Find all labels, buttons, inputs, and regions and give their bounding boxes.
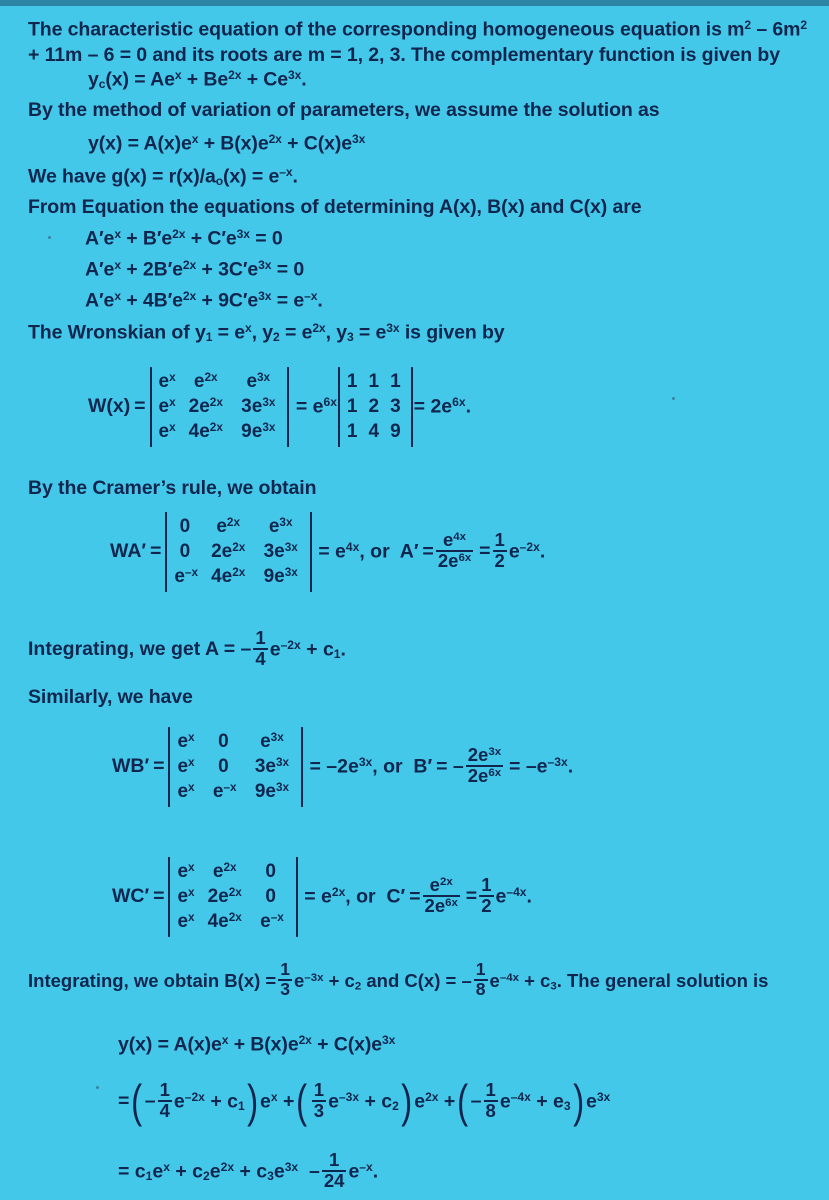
system-equation-1: $A'e^x + B'e^{2x} + C'e^{3x} = 0$ [85,227,283,250]
line2-term1-fraction [158,1081,172,1121]
line2-term3-outer: $e^{3x}$ [585,1090,611,1113]
assumed-solution-equation: $y(x) = A(x)e^x + B(x)e^{2x} + C(x)e^{3x}$ [88,132,366,155]
wb-prime-fraction [466,743,503,786]
fraction-numerator: 1 [313,1079,325,1100]
wb-prime-matrix: $e^x$ 0 $e^{3x}$ $e^x$ 0 $3e^{3x}$ $e^x$ $e^{-x}$ $9e^{3x}$ [168,727,303,807]
wa-prime-fraction-1 [436,528,473,571]
line2-equals: = [118,1090,130,1113]
fraction-numerator: $e^{2x}$ [429,873,453,895]
integral-bc-line [28,959,769,1000]
fraction-numerator: 1 [475,959,486,979]
integral-c-tail: $e^{-4x} + c_3$. The general solution is [489,969,769,993]
integral-bc-prefix: Integrating, we obtain B(x) = [28,969,277,991]
general-solution-line-1: $y(x) = A(x)e^x + B(x)e^{2x} + C(x)e^{3x}$ [118,1033,396,1056]
wb-prime-label: WB′ = [112,755,165,778]
line2-term3-sign: – [470,1090,482,1113]
line3-tail: $e^{-x}$. [348,1160,379,1183]
fraction-numerator: 1 [255,627,266,648]
fraction-denominator: 3 [280,978,291,999]
scan-speck [48,236,51,239]
integral-a-text: Integrating, we get A = – [28,638,252,661]
determining-equations-intro: From Equation the equations of determining A(x), B(x) and C(x) are [28,196,642,218]
fraction-denominator: $2e^{6x}$ [467,764,502,786]
wa-prime-fraction-2 [493,528,507,571]
wb-prime-tail: = $-e^{-3x}$. [505,755,574,778]
fraction-denominator: 3 [313,1099,325,1121]
wa-prime-label: WA′ = [110,540,162,563]
scan-speck-3 [96,1086,99,1089]
wb-prime-equation [112,727,573,807]
fraction-denominator: $2e^{6x}$ [424,894,458,916]
wc-prime-tail: $e^{-4x}$. [495,885,532,908]
fraction-numerator: $e^{4x}$ [442,528,467,550]
wa-prime-matrix: 0 $e^{2x}$ $e^{3x}$ 0 $2e^{2x}$ $3e^{3x}$ $e^{-x}$ $4e^{2x}$ $9e^{3x}$ [165,512,311,592]
wronskian-factor: = $e^{6x}$ [290,395,337,418]
wc-prime-equals: = [461,885,478,908]
wa-prime-result: = $e^{4x}$, or A′ = [312,540,434,563]
fraction-numerator: 1 [485,1079,496,1100]
fraction-numerator: 1 [481,873,492,895]
line2-term3-body: $e^{-4x} + e_3$ [499,1090,571,1114]
line2-term2-outer: $e^{2x}$ + [414,1090,456,1113]
wronskian-matrix-1: $e^x$ $e^{2x}$ $e^{3x}$ $e^x$ $2e^{2x}$ $3e^{3x}$ $e^x$ $4e^{2x}$ $9e^{3x}$ [150,367,290,447]
line3-prefix: = $c_1e^x + c_2e^{2x} + c_3e^{3x}$ – [118,1160,320,1184]
wronskian-equation [88,367,471,447]
fraction-numerator: $2e^{3x}$ [467,743,502,765]
g-function-definition: We have $g(x) = r(x)/a_o(x) = e^{-x}$. [28,165,298,188]
fraction-numerator: 1 [328,1149,340,1170]
wa-prime-equation [110,512,545,592]
wc-prime-fraction-1 [423,873,460,916]
fraction-denominator: 8 [475,978,486,999]
wronskian-matrix-2: 1 1 1 1 2 3 1 4 9 [338,367,413,447]
line2-term1-body: $e^{-2x} + c_1$ [173,1090,245,1114]
line2-term2-body: $e^{-3x} + c_2$ [328,1090,399,1114]
wc-prime-equation [112,857,532,937]
integral-c-fraction [474,961,488,999]
fraction-numerator: 1 [280,959,291,979]
complementary-function-equation: $y_c(x) = Ae^x + Be^{2x} + Ce^{3x}$. [88,68,307,91]
fraction-denominator: 24 [323,1169,345,1191]
integral-b-tail: $e^{-3x} + c_2$ and C(x) = – [294,969,472,993]
integral-b-fraction [278,961,292,999]
fraction-numerator: 1 [494,528,505,550]
wronskian-intro: The Wronskian of $y_1 = e^x$, $y_2 = e^{2x}$, $y_3 = e^{3x}$ is given by [28,321,505,344]
fraction-denominator: 4 [159,1099,170,1121]
line2-term1-sign: – [144,1090,156,1113]
variation-of-parameters-intro: By the method of variation of parameters, we assume the solution as [28,99,660,121]
wa-prime-tail: $e^{-2x}$. [508,540,546,563]
line2-term1-outer: $e^x$ + [260,1090,295,1113]
fraction-denominator: 8 [485,1099,496,1121]
wronskian-label: W(x) = [88,395,146,418]
general-solution-line-3 [118,1149,379,1192]
fraction-denominator: $2e^{6x}$ [437,549,472,571]
line3-fraction [322,1151,347,1191]
scan-speck-2 [672,397,675,400]
cramer-rule-intro: By the Cramer’s rule, we obtain [28,477,317,499]
wc-prime-label: WC′ = [112,885,165,908]
fraction-denominator: 2 [494,549,505,571]
wc-prime-result: = $e^{2x}$, or C′ = [298,885,421,908]
wc-prime-fraction-2 [479,873,493,916]
wc-prime-matrix: $e^x$ $e^{2x}$ 0 $e^x$ $2e^{2x}$ 0 $e^x$ $4e^{2x}$ $e^{-x}$ [168,857,297,937]
fraction-denominator: 4 [255,647,266,669]
fraction-numerator: 1 [159,1079,170,1100]
wb-prime-result: = $-2e^{3x}$, or B′ = – [304,755,464,778]
integral-a-fraction [253,629,267,669]
integral-a-tail: $e^{-2x} + c_1$. [269,638,346,662]
wronskian-result: = $2e^{6x}$. [413,395,472,418]
line2-term2-fraction [312,1081,326,1121]
integral-a-line [28,627,346,670]
line2-term3-fraction [484,1081,498,1121]
wa-prime-equals: = [475,540,491,563]
similarly-intro: Similarly, we have [28,686,193,708]
intro-paragraph: The characteristic equation of the corresponding homogeneous equation is $m^2 - 6m^2 + 11m - 6 = 0$ and its roots are m = 1, 2, 3. The complementary function is given by [28,18,807,67]
system-equation-2: $A'e^x + 2B'e^{2x} + 3C'e^{3x} = 0$ [85,258,305,281]
system-equation-3: $A'e^x + 4B'e^{2x} + 9C'e^{3x} = e^{-x}$. [85,289,323,312]
general-solution-line-2: = ( – $\frac{1}{4}$ $e^{-2x} + c_1$ ) $e^x$ + ( $\frac{1}{3}$ $e^{-3x} + c_2$ ) $e^{2x}$ + ( – $\frac{1}{8}$ $e^{-4x} + e_3$ ) $e^{3x}$ [118,1074,611,1127]
fraction-denominator: 2 [481,894,492,916]
